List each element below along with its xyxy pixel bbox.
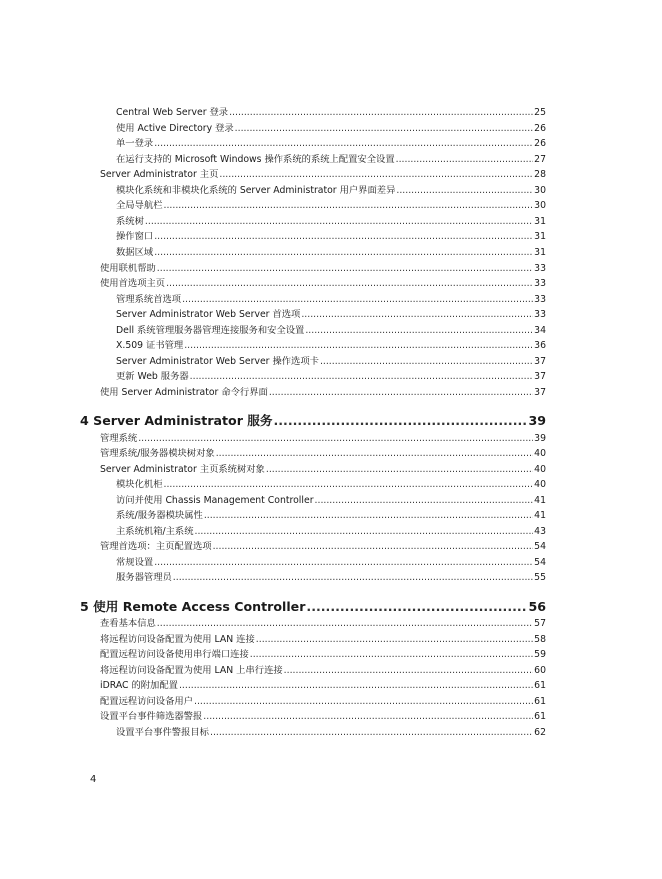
leader-dots [166,278,533,289]
toc-entry-page: 26 [534,138,546,149]
toc-entry[interactable] [116,337,546,351]
toc-entry[interactable] [100,430,546,444]
leader-dots [194,696,533,707]
toc-entry[interactable] [116,228,546,242]
toc-entry-page: 28 [534,169,546,180]
leader-dots [182,294,533,305]
toc-entry[interactable] [116,492,546,506]
toc-entry[interactable] [116,104,546,118]
toc-entry-title: 模块化系统和非模块化系统的 Server Administrator 用户界面差异 [116,185,396,196]
toc-entry-title: Server Administrator Web Server 操作选项卡 [116,356,319,367]
leader-dots [269,387,533,398]
leader-dots [250,649,533,660]
toc-chapter-entry[interactable] [80,596,546,615]
toc-entry-page: 40 [534,464,546,475]
leader-dots [273,413,527,428]
leader-dots [184,340,533,351]
leader-dots [301,309,533,320]
toc-entry-title: 更新 Web 服务器 [116,371,189,382]
toc-entry-title: 访问并使用 Chassis Management Controller [116,495,314,506]
toc-entry[interactable] [100,461,546,475]
toc-entry-title: iDRAC 的附加配置 [100,680,178,691]
toc-chapter-page: 39 [528,413,546,428]
leader-dots [219,169,533,180]
leader-dots [173,572,533,583]
toc-entry-title: 单一登录 [116,138,154,149]
toc-entry-title: 将远程访问设备配置为使用 LAN 上串行连接 [100,665,283,676]
leader-dots [306,599,527,614]
leader-dots [145,216,533,227]
toc-entry-title: 模块化机柜 [116,479,163,490]
toc-entry[interactable] [116,197,546,211]
toc-entry-title: Central Web Server 登录 [116,107,229,118]
toc-entry-title: 系统/服务器模块属性 [116,510,203,521]
toc-entry-page: 39 [534,433,546,444]
toc-entry[interactable] [116,213,546,227]
toc-entry-page: 43 [534,526,546,537]
toc-entry-title: 全局导航栏 [116,200,163,211]
leader-dots [157,263,533,274]
toc-entry-title: 在运行支持的 Microsoft Windows 操作系统的系统上配置安全设置 [116,154,395,165]
toc-entry-title: 配置远程访问设备用户 [100,696,193,707]
toc-entry-page: 31 [534,247,546,258]
toc-entry[interactable] [116,244,546,258]
toc-entry-page: 59 [534,649,546,660]
toc-entry[interactable] [100,445,546,459]
toc-entry-title: 管理系统/服务器模块树对象 [100,448,215,459]
leader-dots [216,448,533,459]
leader-dots [204,510,533,521]
toc-entry-page: 55 [534,572,546,583]
toc-entry-title: 查看基本信息 [100,618,156,629]
toc-entry[interactable] [116,182,546,196]
toc-entry-page: 57 [534,618,546,629]
toc-entry-page: 40 [534,448,546,459]
toc-entry-page: 30 [534,185,546,196]
leader-dots [157,618,533,629]
leader-dots [203,711,533,722]
toc-entry[interactable] [116,306,546,320]
leader-dots [210,727,533,738]
toc-entry[interactable] [100,166,546,180]
toc-entry[interactable] [116,724,546,738]
toc-entry-title: 管理系统首选项 [116,294,182,305]
leader-dots [154,247,533,258]
toc-entry-title: 常规设置 [116,557,154,568]
toc-entry-title: 使用首选项主页 [100,278,166,289]
toc-entry[interactable] [100,384,546,398]
toc-entry[interactable] [100,693,546,707]
toc-entry-title: 使用 Active Directory 登录 [116,123,234,134]
toc-entry-page: 41 [534,495,546,506]
toc-entry-title: Server Administrator 主页 [100,169,219,180]
toc-entry[interactable] [100,646,546,660]
toc-entry-page: 33 [534,263,546,274]
toc-entry-page: 40 [534,479,546,490]
toc-entry-page: 61 [534,711,546,722]
leader-dots [315,495,534,506]
leader-dots [179,680,533,691]
toc-chapter-entry[interactable] [80,410,546,429]
toc-entry-page: 37 [534,371,546,382]
page-number: 4 [90,774,97,785]
toc-entry-title: Server Administrator 主页系统树对象 [100,464,265,475]
toc-entry[interactable] [100,260,546,274]
toc-entry-title: 配置远程访问设备使用串行端口连接 [100,649,249,660]
toc-entry[interactable] [116,322,546,336]
toc-entry-page: 54 [534,541,546,552]
toc-entry-page: 34 [534,325,546,336]
toc-entry[interactable] [116,151,546,165]
toc-entry-page: 25 [534,107,546,118]
toc-entry-title: 主系统机箱/主系统 [116,526,194,537]
toc-entry-title: 数据区域 [116,247,154,258]
toc-entry-title: 设置平台事件警报目标 [116,727,209,738]
toc-entry[interactable] [116,554,546,568]
toc-entry-title: 服务器管理员 [116,572,172,583]
leader-dots [154,231,533,242]
toc-entry-page: 26 [534,123,546,134]
toc-entry-title: Server Administrator Web Server 首选项 [116,309,301,320]
toc-entry[interactable] [116,120,546,134]
toc-entry-page: 30 [534,200,546,211]
leader-dots [396,185,533,196]
leader-dots [154,557,533,568]
leader-dots [284,665,533,676]
leader-dots [164,200,534,211]
toc-entry[interactable] [116,135,546,149]
toc-entry-page: 61 [534,680,546,691]
toc-entry[interactable] [116,368,546,382]
toc-entry-page: 60 [534,665,546,676]
toc-entry-title: 系统树 [116,216,144,227]
toc-entry-page: 31 [534,231,546,242]
toc-entry[interactable] [100,538,546,552]
toc-entry-title: 操作窗口 [116,231,154,242]
toc-entry[interactable] [116,507,546,521]
leader-dots [396,154,534,165]
toc-entry[interactable] [100,615,546,629]
leader-dots [195,526,534,537]
leader-dots [235,123,533,134]
toc-entry-page: 58 [534,634,546,645]
leader-dots [154,138,533,149]
toc-entry-page: 54 [534,557,546,568]
toc-entry-page: 62 [534,727,546,738]
toc-entry[interactable] [100,677,546,691]
leader-dots [229,107,533,118]
toc-entry-page: 36 [534,340,546,351]
toc-entry[interactable] [116,523,546,537]
toc-chapter-page: 56 [528,599,546,614]
leader-dots [213,541,534,552]
leader-dots [138,433,533,444]
toc-chapter-title: 4 Server Administrator 服务 [80,413,273,428]
toc-entry[interactable] [100,662,546,676]
leader-dots [266,464,533,475]
toc-entry[interactable] [100,631,546,645]
toc-entry[interactable] [116,291,546,305]
toc-entry-title: 使用 Server Administrator 命令行界面 [100,387,268,398]
toc-entry-title: 使用联机帮助 [100,263,156,274]
leader-dots [320,356,533,367]
toc-entry-title: 设置平台事件筛选器警报 [100,711,203,722]
leader-dots [256,634,533,645]
leader-dots [164,479,534,490]
toc-entry[interactable] [116,353,546,367]
toc-entry-page: 27 [534,154,546,165]
toc-entry-title: 将远程访问设备配置为使用 LAN 连接 [100,634,255,645]
toc-entry-title: X.509 证书管理 [116,340,184,351]
toc-entry-page: 31 [534,216,546,227]
toc-entry-title: Dell 系统管理服务器管理连接服务和安全设置 [116,325,305,336]
toc-entry[interactable] [100,275,546,289]
toc-entry-page: 33 [534,309,546,320]
toc-chapter-title: 5 使用 Remote Access Controller [80,599,306,614]
toc-entry-page: 61 [534,696,546,707]
toc-entry-title: 管理首选项：主页配置选项 [100,541,212,552]
toc-entry-page: 33 [534,278,546,289]
leader-dots [190,371,533,382]
toc-entry-page: 41 [534,510,546,521]
toc-entry-page: 37 [534,356,546,367]
toc-entry-page: 37 [534,387,546,398]
toc-entry-page: 33 [534,294,546,305]
leader-dots [305,325,533,336]
toc-entry[interactable] [116,476,546,490]
toc-entry[interactable] [100,708,546,722]
toc-entry-title: 管理系统 [100,433,138,444]
toc-entry[interactable] [116,569,546,583]
